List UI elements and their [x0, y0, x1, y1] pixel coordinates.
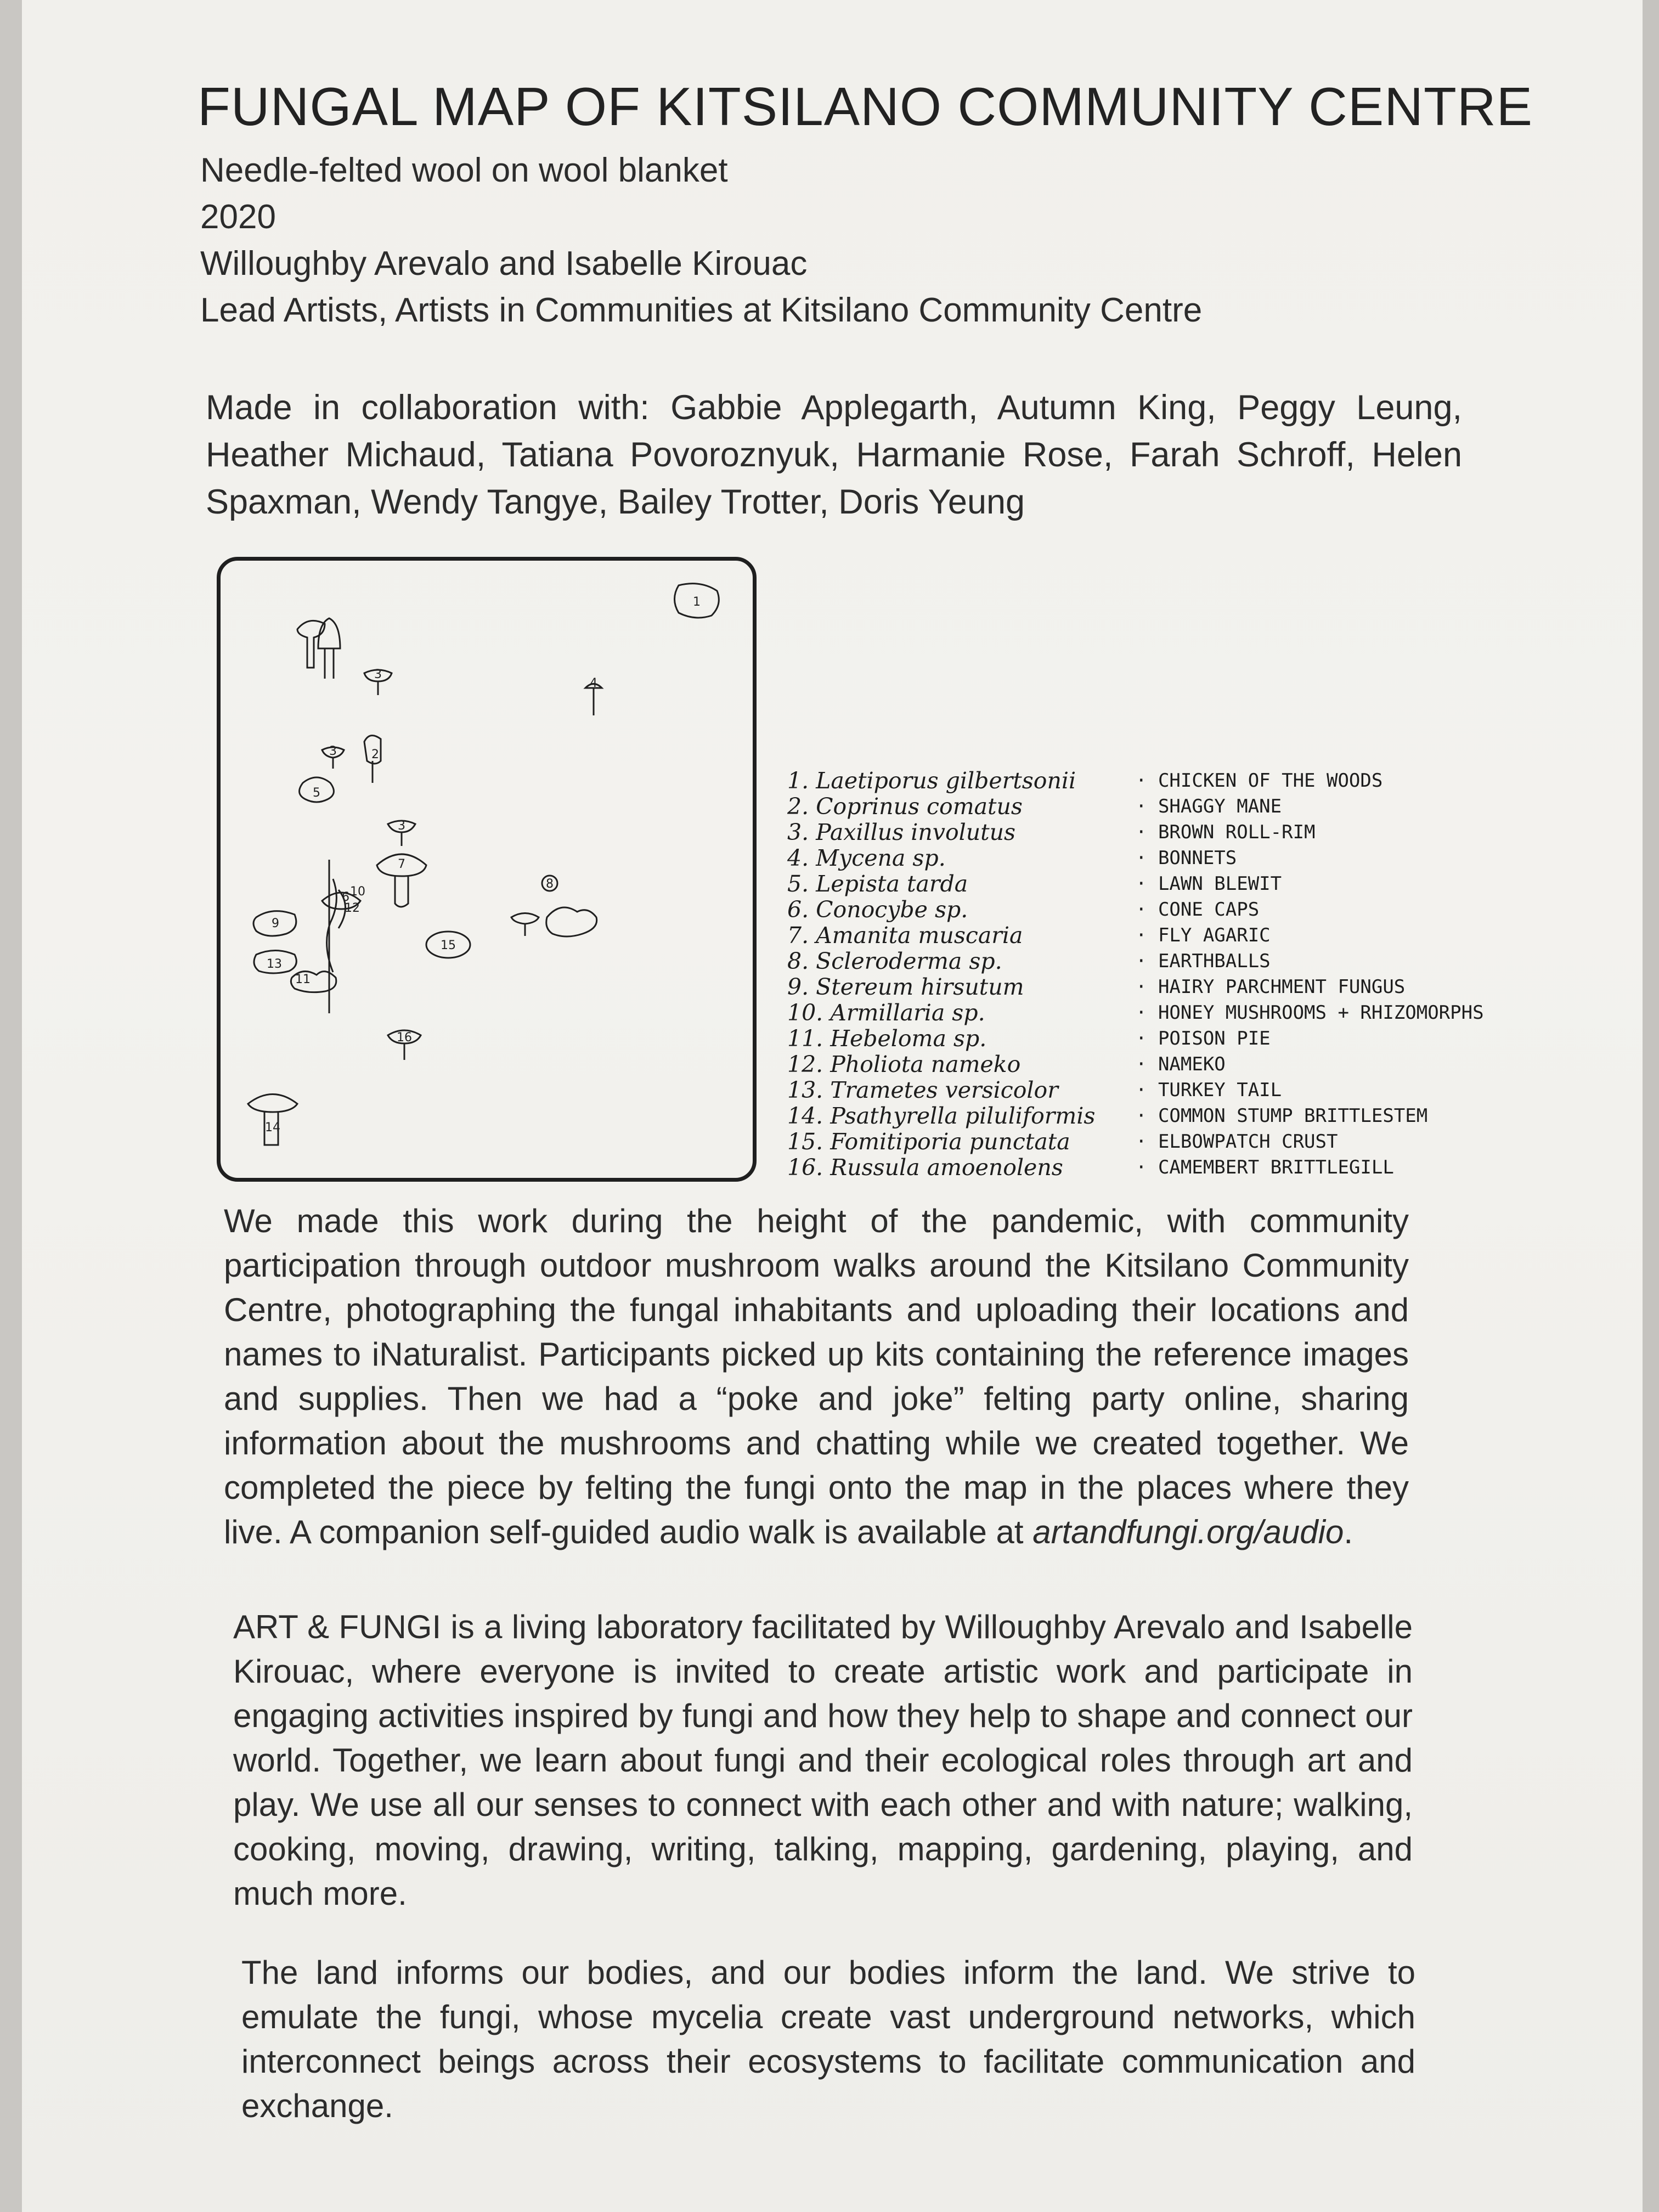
map-label-3c: 3 — [398, 819, 405, 833]
map-svg — [221, 561, 753, 1178]
legend-common-15: · ELBOWPATCH CRUST — [1136, 1131, 1338, 1153]
map-label-16: 16 — [397, 1031, 412, 1045]
legend-sci-4: 4. Mycena sp. — [787, 845, 946, 871]
map-label-3a: 3 — [374, 668, 382, 681]
map-label-2: 2 — [371, 748, 379, 761]
legend-sci-9: 9. Stereum hirsutum — [787, 974, 1024, 1000]
legend-sci-12: 12. Pholiota nameko — [787, 1052, 1021, 1077]
map-fungus-2 — [318, 618, 340, 679]
collaborators-text: Made in collaboration with: Gabbie Applegarth, Autumn King, Peggy Leung, Heather Michaud, Tatiana Povoroznyuk, Harmanie Rose, Farah Schroff, Helen Spaxman, Wendy Tangye, Bailey Trotter, Doris Yeung — [206, 388, 1462, 521]
legend-common-7: · FLY AGARIC — [1136, 924, 1271, 946]
map-label-8: 8 — [546, 877, 554, 891]
map-label-9: 9 — [272, 917, 279, 930]
map-label-11: 11 — [295, 973, 311, 986]
legend-sci-13: 13. Trametes versicolor — [787, 1077, 1058, 1103]
legend-sci-1: 1. Laetiporus gilbertsonii — [787, 768, 1076, 794]
map-label-6: 6 — [342, 890, 349, 904]
map-label-5: 5 — [313, 786, 320, 800]
placard-sheet — [22, 0, 1643, 2212]
legend-sci-2: 2. Coprinus comatus — [787, 794, 1023, 820]
legend-common-14: · COMMON STUMP BRITTLESTEM — [1136, 1105, 1428, 1127]
map-label-13: 13 — [267, 957, 282, 971]
project-description — [224, 1199, 1409, 1554]
legend-sci-6: 6. Conocybe sp. — [787, 897, 968, 923]
legend-common-11: · POISON PIE — [1136, 1028, 1271, 1049]
legend-sci-14: 14. Psathyrella piluliformis — [787, 1103, 1096, 1129]
fungal-map-drawing — [217, 557, 757, 1182]
land-statement: The land informs our bodies, and our bodies inform the land. We strive to emulate the fungi, whose mycelia create vast underground networks, which interconnect beings across their ecosystems to facilitate communication and exchange. — [241, 1954, 1415, 2124]
project-description-text: We made this work during the height of the pandemic, with community participation through outdoor mushroom walks around the Kitsilano Community Centre, photographing the fungal inhabitants and uploading their locations and names to iNaturalist. Participants picked up kits containing the reference images and supplies. Then we had a “poke and joke” felting party online, sharing information about the mushrooms and chatting while we created together. We completed the piece by felting the fungi onto the map in the places where they live. A companion self-guided audio walk is available at — [224, 1203, 1409, 1550]
artwork-role: Lead Artists, Artists in Communities at Kitsilano Community Centre — [200, 291, 1203, 329]
wall-right — [1643, 0, 1659, 2212]
legend-sci-11: 11. Hebeloma sp. — [787, 1026, 987, 1052]
legend-common-5: · LAWN BLEWIT — [1136, 873, 1282, 895]
map-label-10: 10 — [350, 885, 365, 899]
map-fungus-8b — [546, 907, 597, 936]
legend-common-2: · SHAGGY MANE — [1136, 795, 1282, 817]
legend-sci-5: 5. Lepista tarda — [787, 871, 968, 897]
art-and-fungi-description: ART & FUNGI is a living laboratory facilitated by Willoughby Arevalo and Isabelle Kirouac, where everyone is invited to create artistic work and participate in engaging activities inspired by fungi and how they help to shape and connect our world. Together, we learn about fungi and their ecological roles through art and play. We use all our senses to connect with each other and with nature; walking, cooking, moving, drawing, writing, talking, mapping, gardening, playing, and much more. — [233, 1609, 1413, 1912]
project-description-end: . — [1344, 1514, 1353, 1550]
legend-common-13: · TURKEY TAIL — [1136, 1079, 1282, 1101]
artwork-title: FUNGAL MAP OF KITSILANO COMMUNITY CENTRE — [198, 76, 1533, 137]
wall-left — [0, 0, 22, 2212]
map-label-1: 1 — [693, 595, 701, 609]
legend-common-9: · HAIRY PARCHMENT FUNGUS — [1136, 976, 1406, 998]
map-label-7: 7 — [398, 857, 405, 871]
legend-common-12: · NAMEKO — [1136, 1053, 1226, 1075]
legend-sci-10: 10. Armillaria sp. — [787, 1000, 985, 1026]
legend-scientific-names — [787, 768, 1127, 1181]
map-label-3b: 3 — [329, 744, 337, 758]
artwork-year: 2020 — [200, 198, 276, 236]
audio-walk-link[interactable]: artandfungi.org/audio — [1032, 1514, 1344, 1550]
map-label-4: 4 — [590, 676, 597, 690]
legend-sci-7: 7. Amanita muscaria — [787, 923, 1023, 949]
map-fungus-14 — [248, 1094, 297, 1146]
map-label-12: 12 — [345, 901, 360, 915]
legend-common-3: · BROWN ROLL-RIM — [1136, 821, 1316, 843]
legend-sci-3: 3. Paxillus involutus — [787, 820, 1016, 845]
legend-common-8: · EARTHBALLS — [1136, 950, 1271, 972]
legend-common-4: · BONNETS — [1136, 847, 1237, 869]
map-fungus-8c — [511, 913, 539, 936]
legend-common-6: · CONE CAPS — [1136, 899, 1260, 921]
map-label-14: 14 — [265, 1121, 280, 1135]
legend-common-names — [1136, 768, 1520, 1181]
legend-sci-15: 15. Fomitiporia punctata — [787, 1129, 1070, 1155]
map-label-15: 15 — [441, 939, 456, 952]
artwork-medium: Needle-felted wool on wool blanket — [200, 151, 728, 189]
legend-sci-16: 16. Russula amoenolens — [787, 1155, 1063, 1181]
legend-common-10: · HONEY MUSHROOMS + RHIZOMORPHS — [1136, 1002, 1484, 1024]
legend-common-16: · CAMEMBERT BRITTLEGILL — [1136, 1156, 1394, 1178]
legend-sci-8: 8. Scleroderma sp. — [787, 949, 1002, 974]
legend-common-1: · CHICKEN OF THE WOODS — [1136, 770, 1383, 792]
artwork-artists: Willoughby Arevalo and Isabelle Kirouac — [200, 245, 808, 283]
